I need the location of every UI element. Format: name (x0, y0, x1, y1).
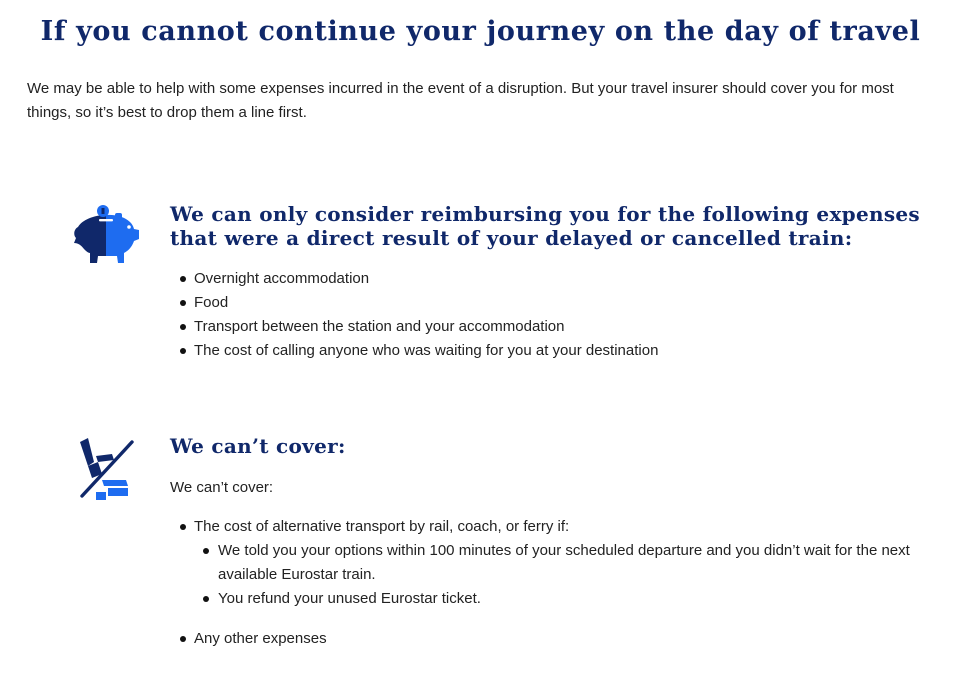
cannot-cover-list (171, 515, 911, 651)
page-title: If you cannot continue your journey on the day of travel (40, 16, 921, 47)
list-item-text: The cost of alternative transport by rail, coach, or ferry if: (194, 518, 570, 535)
list-item: The cost of calling anyone who was waiting for you at your destination (171, 339, 871, 363)
crossed-seat-icon (78, 436, 134, 502)
intro-text: We may be able to help with some expenses incurred in the event of a disruption. But your travel insurer should cover you for most things, so it’s best to drop them a line first. (27, 80, 894, 121)
nested-list (194, 539, 911, 611)
cannot-cover-subtext: We can’t cover: (170, 479, 274, 496)
cannot-cover-heading: We can’t cover: (170, 434, 346, 458)
list-item: Food (171, 291, 871, 315)
reimburse-heading (170, 202, 920, 250)
reimburse-list (171, 267, 871, 363)
list-item (171, 515, 911, 611)
piggy-bank-icon (72, 205, 140, 265)
list-item: We told you your options within 100 minutes of your scheduled departure and you didn’t wait for the next available Eurostar train. (194, 539, 911, 587)
list-item: Any other expenses (171, 627, 911, 651)
reimburse-heading-line2: that were a direct result of your delayed or cancelled train: (170, 226, 853, 250)
list-item: Overnight accommodation (171, 267, 871, 291)
list-item: You refund your unused Eurostar ticket. (194, 587, 911, 611)
reimburse-heading-line1: We can only consider reimbursing you for the following expenses (170, 202, 920, 226)
list-item: Transport between the station and your accommodation (171, 315, 871, 339)
